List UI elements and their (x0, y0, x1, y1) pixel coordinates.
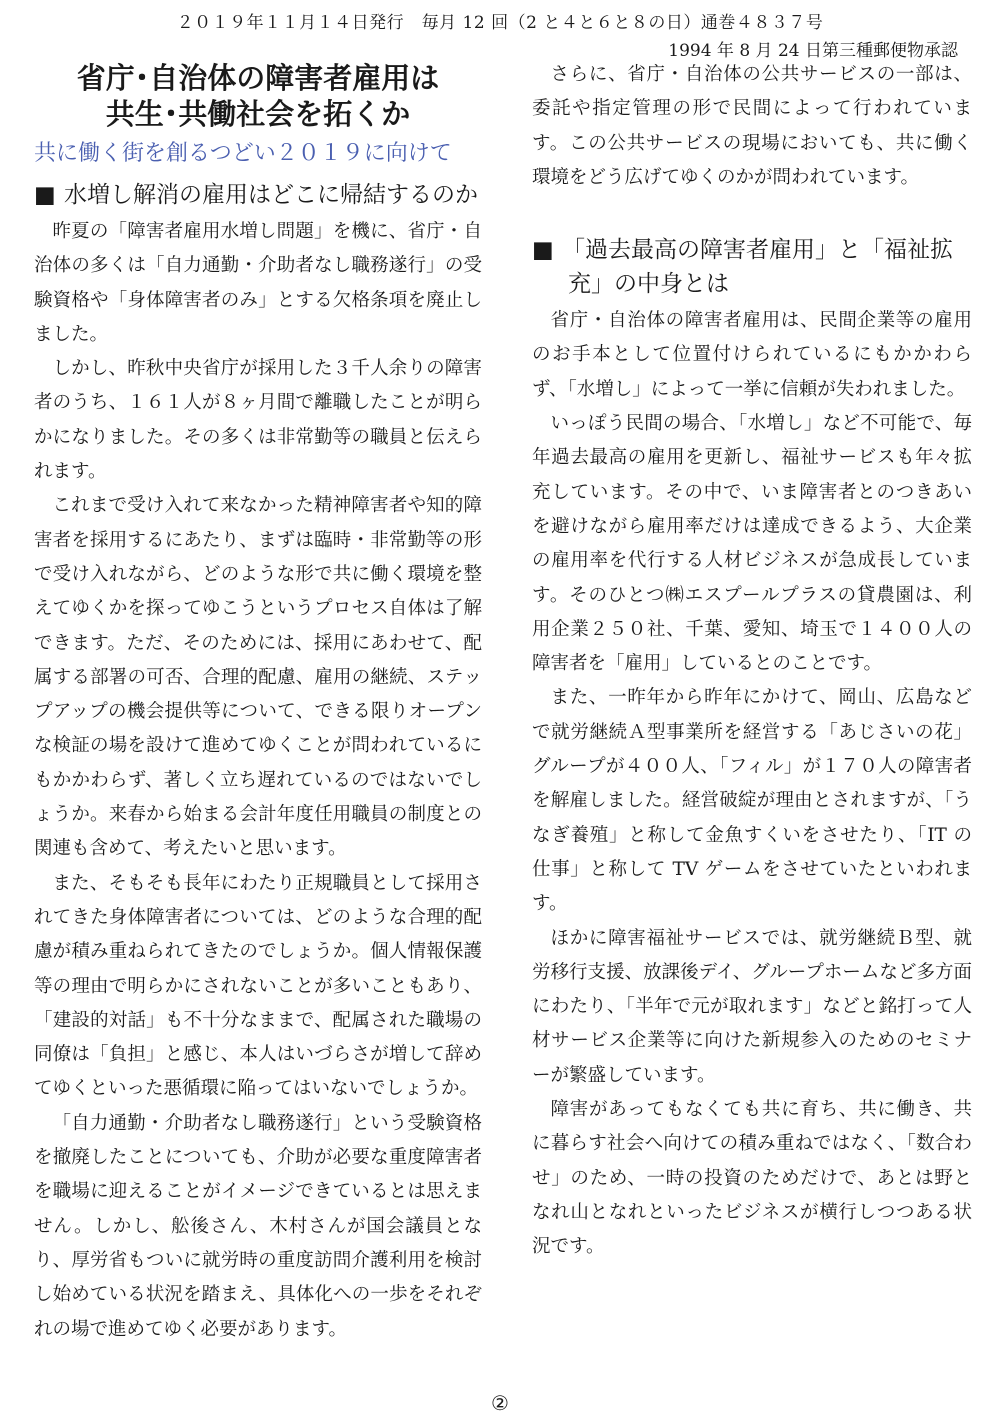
section-1-paragraph-1: 昨夏の「障害者雇用水増し問題」を機に、省庁・自治体の多くは「自力通勤・介助者なし職務遂行」の受験資格や「身体障害者のみ」とする欠格条項を廃止しました。 (34, 221, 482, 345)
postal-permit-line: 1994 年 8 月 24 日第三種郵便物承認 (668, 41, 958, 61)
issue-line: ２０１９年１１月１４日発行 毎月 12 回（2 と４と６と８の日）通巻４８３７号 (176, 13, 824, 33)
section-2-paragraph-1: 省庁・自治体の障害者雇用は、民間企業等の雇用のお手本として位置付けられているにもかかわらず、「水増し」によって一挙に信頼が失われました。 (532, 310, 972, 400)
section-2-paragraph-2: いっぽう民間の場合、「水増し」など不可能で、毎年過去最高の雇用を更新し、福祉サービスも年々拡充しています。その中で、いま障害者とのつきあいを避けながら雇用率だけは達成できるよう、大企業の雇用率を代行する人材ビジネスが急成長しています。そのひとつ㈱エスプールプラスの貸農園は、利用企業２５０社、千葉、愛知、埼玉で１４００人の障害者を「雇用」しているとのことです。 (532, 413, 972, 675)
article-title-line-2: 共生･共働社会を拓くか (105, 97, 411, 131)
section-1-paragraph-3: これまで受け入れて来なかった精神障害者や知的障害者を採用するにあたり、まずは臨時・非常勤等の形で受け入れながら、どのような形で共に働く環境を整えてゆくかを探ってゆこうというプロセス自体は了解できます。ただ、そのためには、採用にあわせて、配属する部署の可否、合理的配慮、雇用の継続、ステップアップの機会提供等について、できる限りオープンな検証の場を設けて進めてゆくことが問われているにもかかわらず、著しく立ち遅れているのではないでしょうか。来春から始まる会計年度任用職員の制度との関連も含めて、考えたいと思います。 (34, 495, 482, 860)
section-2-paragraph-4: ほかに障害福祉サービスでは、就労継続Ｂ型、就労移行支援、放課後デイ、グループホームなど多方面にわたり、「半年で元が取れます」などと銘打って人材サービス企業等に向けた新規参入のためのセミナーが繁盛しています。 (532, 927, 972, 1086)
section-2-square-marker: ■ (532, 237, 554, 264)
article-title-line-1: 省庁･自治体の障害者雇用は (76, 61, 440, 95)
article-title (34, 60, 482, 132)
section-1-heading-text: 水増し解消の雇用はどこに帰結するのか (64, 182, 478, 208)
article-subtitle: 共に働く街を創るつどい２０１９に向けて (34, 141, 452, 166)
section-1-square-marker: ■ (34, 182, 56, 208)
section-2-paragraph-3: また、一昨年から昨年にかけて、岡山、広島などで就労継続Ａ型事業所を経営する「あじさいの花」グループが４００人、「フィル」が１７０人の障害者を解雇しました。経営破綻が理由とされますが、「うなぎ養殖」と称して金魚すくいをさせたり、「IT の仕事」と称して TV ゲームをさせていたといわれます。 (532, 687, 972, 915)
section-2-heading (532, 233, 972, 301)
section-1-heading (34, 178, 482, 212)
section-2-heading-text: 「過去最高の障害者雇用」と「福祉拡充」の中身とは (562, 237, 953, 298)
right-column (532, 58, 972, 1265)
section-1-paragraph-4: また、そもそも長年にわたり正規職員として採用されてきた身体障害者については、どのような合理的配慮が積み重ねられてきたのでしょうか。個人情報保護等の理由で明らかにされないことが多いこともあり、「建設的対話」も不十分なままで、配属された職場の同僚は「負担」と感じ、本人はいづらさが増して辞めてゆくといった悪循環に陥ってはいないでしょうか。 (34, 872, 482, 1100)
section-1-paragraph-6: さらに、省庁・自治体の公共サービスの一部は、委託や指定管理の形で民間によって行われています。この公共サービスの現場においても、共に働く環境をどう広げてゆくのかが問われています。 (532, 64, 972, 188)
section-1-paragraph-2: しかし、昨秋中央省庁が採用した３千人余りの障害者のうち、１６１人が８ヶ月間で離職したことが明らかになりました。その多くは非常勤等の職員と伝えられます。 (34, 358, 482, 483)
page-number: ② (491, 1391, 509, 1415)
left-column (34, 58, 482, 1347)
section-1-paragraph-5: 「自力通勤・介助者なし職務遂行」という受験資格を撤廃したことについても、介助が必要な重度障害者を職場に迎えることがイメージできているとは思えません。しかし、舩後さん、木村さんが国会議員となり、厚労省もついに就労時の重度訪問介護利用を検討し始めている状況を踏まえ、具体化への一歩をそれぞれの場で進めてゆく必要があります。 (34, 1112, 482, 1340)
section-2-paragraph-5: 障害があってもなくても共に育ち、共に働き、共に暮らす社会へ向けての積み重ねではなく、「数合わせ」のため、一時の投資のためだけで、あとは野となれ山となれといったビジネスが横行しつつある状況です。 (532, 1099, 972, 1258)
